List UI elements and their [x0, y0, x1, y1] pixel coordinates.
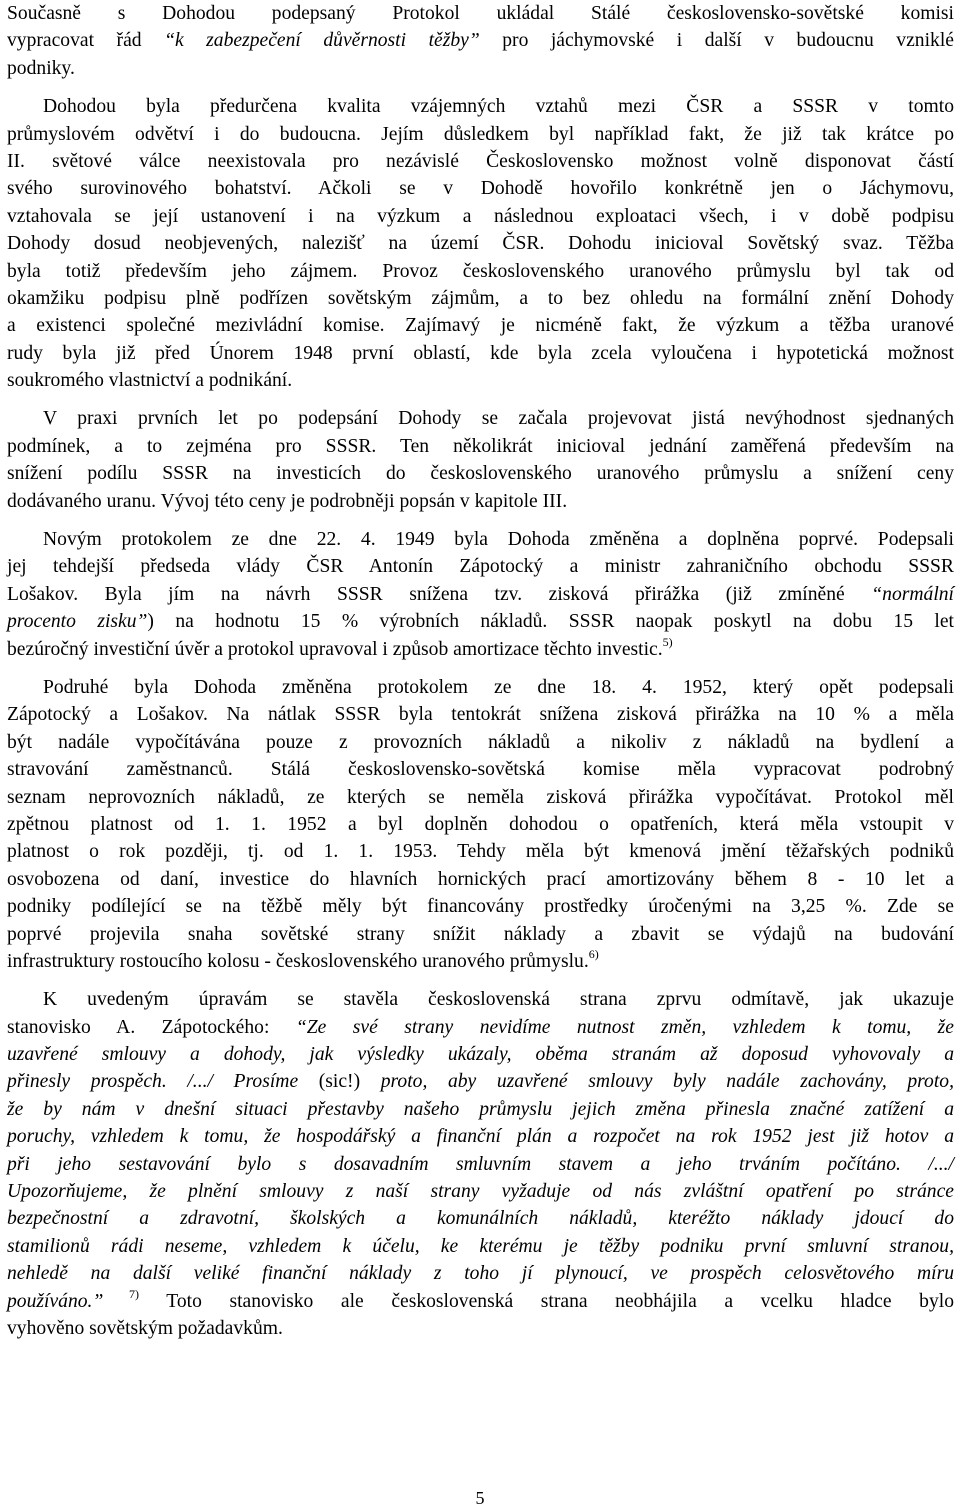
text-run: bezúročný investiční úvěr a protokol upravoval i způsob amortizace těchto investic. [7, 638, 663, 660]
quoted-text: poruchy, vzhledem k tomu, že hospodářský a finanční plán a rozpočet na rok 1952 jest již hotov a [7, 1126, 954, 1148]
text-run: byla totiž především jeho zájmem. Provoz československého uranového průmyslu byl tak od [7, 260, 954, 282]
text-line [7, 175, 954, 202]
text-line [7, 93, 954, 120]
footnote-marker: 5) [662, 634, 673, 649]
text-line [7, 285, 954, 312]
paragraph [7, 0, 954, 82]
text-line [7, 674, 954, 701]
text-run: vztahovala se její ustanovení i na výzkum a následnou exploataci všech, i v době podpisu [7, 205, 954, 227]
text-line [7, 1014, 954, 1041]
quoted-text: proto, aby uzavřené smlouvy byly nadále zachovány, proto, [380, 1071, 954, 1093]
text-line [7, 636, 954, 663]
page-number: 5 [475, 1488, 485, 1508]
text-run: pro jáchymovské i další v budoucnu vzniklé [479, 30, 954, 52]
text-line [7, 230, 954, 257]
text-line [7, 0, 954, 27]
text-line [7, 948, 954, 975]
text-run: podmínek, a to zejména pro SSSR. Ten několikrát inicioval jednání zaměřená především na [7, 435, 954, 457]
text-run: Současně s Dohodou podepsaný Protokol ukládal Stálé československo-sovětské komisi [7, 3, 954, 24]
text-run: jej tehdejší předseda vlády ČSR Antonín Zápotocký a ministr zahraničního obchodu SSSR [7, 556, 954, 578]
text-run: osvobozena od daní, investice do hlavních hornických prací amortizovány během 8 - 10 let a [7, 868, 954, 890]
text-run: stravování zaměstnanců. Stálá československo-sovětská komise měla vypracovat podrobný [7, 759, 954, 781]
text-line [7, 986, 954, 1013]
text-line [7, 526, 954, 553]
quoted-text: přinesly prospěch. /.../ Prosíme [7, 1071, 299, 1093]
quoted-text: “normální [871, 583, 954, 605]
text-line [7, 121, 954, 148]
text-line [7, 811, 954, 838]
text-line [7, 1315, 954, 1342]
quoted-text: při jeho sestavování bylo s dosavadním smluvním stavem a jeho trváním počítáno. /.../ [7, 1153, 954, 1175]
text-line [7, 1068, 954, 1095]
text-run: být nadále vypočítávána pouze z provozních nákladů a nikoliv z nákladů na bydlení a [7, 731, 954, 753]
text-line [7, 1151, 954, 1178]
text-line [7, 729, 954, 756]
footnote-marker: 6) [588, 946, 599, 961]
text-run: V praxi prvních let po podepsání Dohody se začala projevovat jistá nevýhodnost sjednaných [43, 408, 954, 430]
text-run: okamžiku podpisu plně podřízen sovětským zájmům, a to bez ohledu na formální znění Dohody [7, 287, 954, 309]
quoted-text: Upozorňujeme, že plnění smlouvy z naší strany vyžaduje od nás zvláštní opatření po stránce [7, 1181, 954, 1203]
text-line [7, 701, 954, 728]
text-line [7, 608, 954, 635]
text-line [7, 553, 954, 580]
text-run: podniky podílející se na těžbě měly být financovány prostředky úročenými na 3,25 %. Zde se [7, 896, 954, 918]
text-line [7, 1123, 954, 1150]
text-line [7, 460, 954, 487]
text-line [7, 27, 954, 54]
text-line [7, 1205, 954, 1232]
text-line [7, 433, 954, 460]
text-run: Dohody dosud neobjevených, nalezišť na území ČSR. Dohodu inicioval Sovětský svaz. Těžba [7, 233, 954, 255]
text-run: soukromého vlastnictví a podnikání. [7, 370, 293, 392]
text-line [7, 784, 954, 811]
text-run: stanovisko A. Zápotockého: [7, 1016, 296, 1038]
text-run: průmyslovém odvětví i do budoucna. Jejím důsledkem byl například fakt, že již tak krátce po [7, 123, 954, 145]
text-line [7, 258, 954, 285]
paragraph [7, 405, 954, 515]
footnote-marker: 7) [103, 1286, 140, 1301]
text-run: dodávaného uranu. Vývoj této ceny je podrobněji popsán v kapitole III. [7, 490, 568, 512]
quoted-text: používáno.” [7, 1290, 104, 1312]
text-line [7, 405, 954, 432]
paragraph [7, 526, 954, 663]
text-line [7, 1178, 954, 1205]
quoted-text: že by nám v dnešní situaci přestavby našeho průmyslu jejich změna přinesla značné zatížení a [7, 1098, 954, 1120]
text-run: podniky. [7, 57, 75, 79]
text-line [7, 866, 954, 893]
text-line [7, 1096, 954, 1123]
text-line [7, 1288, 954, 1315]
text-run: K uvedeným úpravám se stavěla československá strana zprvu odmítavě, jak ukazuje [43, 989, 954, 1011]
text-run: svého surovinového bohatství. Ačkoli se v Dohodě hovořilo konkrétně jen o Jáchymovu, [7, 178, 954, 200]
text-line [7, 756, 954, 783]
paragraph [7, 93, 954, 394]
text-run: snížení podílu SSSR na investicích do československého uranového průmyslu a snížení ceny [7, 463, 954, 485]
text-line [7, 367, 954, 394]
quoted-text: “k zabezpečení důvěrnosti těžby” [164, 30, 480, 52]
text-run: Dohodou byla předurčena kvalita vzájemných vztahů mezi ČSR a SSSR v tomto [43, 96, 954, 118]
quoted-text: bezpečnostní a zdravotní, školských a komunálních nákladů, kteréžto náklady jdoucí do [7, 1208, 954, 1230]
text-run: (sic!) [298, 1071, 381, 1093]
quoted-text: nehledě na další veliké finanční náklady z toho jí plynoucí, ve prospěch celosvětového míru [7, 1263, 954, 1285]
text-run: platnost o rok později, tj. od 1. 1. 1953. Tehdy měla být kmenová jmění těžařských podniků [7, 841, 954, 863]
text-line [7, 921, 954, 948]
text-line [7, 312, 954, 339]
text-run: vyhověno sovětským požadavkům. [7, 1317, 283, 1339]
document-body [7, 0, 954, 1342]
text-run: Podruhé byla Dohoda změněna protokolem ze dne 18. 4. 1952, který opět podepsali [43, 676, 954, 698]
text-run: ) na hodnotu 15 % výrobních nákladů. SSSR naopak poskytl na dobu 15 let [147, 611, 954, 633]
text-line [7, 1041, 954, 1068]
quoted-text: procento zisku” [7, 611, 148, 633]
paragraph [7, 674, 954, 975]
text-run: II. světové válce neexistovala pro nezávislé Československo možnost volně disponovat částí [7, 150, 954, 172]
quoted-text: uzavřené smlouvy a dohody, jak výsledky ukázaly, oběma stranám až doposud vyhovovaly a [7, 1044, 954, 1066]
text-line [7, 893, 954, 920]
text-line [7, 340, 954, 367]
text-run: a existenci společné mezivládní komise. Zajímavý je nicméně fakt, že výzkum a těžba uranové [7, 315, 954, 337]
text-run: Toto stanovisko ale československá strana neobhájila a vcelku hladce bylo [139, 1290, 954, 1312]
text-run: rudy byla již před Únorem 1948 první oblastí, kde byla zcela vyloučena i hypotetická možnost [7, 342, 954, 364]
text-line [7, 581, 954, 608]
text-line [7, 203, 954, 230]
text-run: zpětnou platnost od 1. 1. 1952 a byl doplněn dohodou o opatřeních, která měla vstoupit v [7, 813, 954, 835]
text-line [7, 148, 954, 175]
paragraph [7, 986, 954, 1342]
text-run: Novým protokolem ze dne 22. 4. 1949 byla Dohoda změněna a doplněna poprvé. Podepsali [43, 529, 954, 551]
text-run: seznam neprovozních nákladů, ze kterých se neměla zisková přirážka vypočítávat. Protokol měl [7, 786, 954, 808]
text-run: vypracovat řád [7, 30, 165, 52]
document-page [7, 0, 954, 1342]
text-line [7, 1260, 954, 1287]
text-line [7, 838, 954, 865]
quoted-text: “Ze své strany nevidíme nutnost změn, vzhledem k tomu, že [295, 1016, 954, 1038]
text-run: infrastruktury rostoucího kolosu - československého uranového průmyslu. [7, 950, 589, 972]
quoted-text: stamilionů rádi neseme, vzhledem k účelu, ke kterému je těžby podniku první smluvní stranou, [7, 1235, 954, 1257]
text-run: Lošakov. Byla jím na návrh SSSR snížena tzv. zisková přirážka (již zmíněné [7, 583, 872, 605]
text-run: Zápotocký a Lošakov. Na nátlak SSSR byla tentokrát snížena zisková přirážka na 10 % a měla [7, 704, 954, 726]
text-line [7, 1233, 954, 1260]
text-run: poprvé projevila snaha sovětské strany snížit náklady a zbavit se výdajů na budování [7, 923, 954, 945]
text-line [7, 488, 954, 515]
text-line [7, 55, 954, 82]
